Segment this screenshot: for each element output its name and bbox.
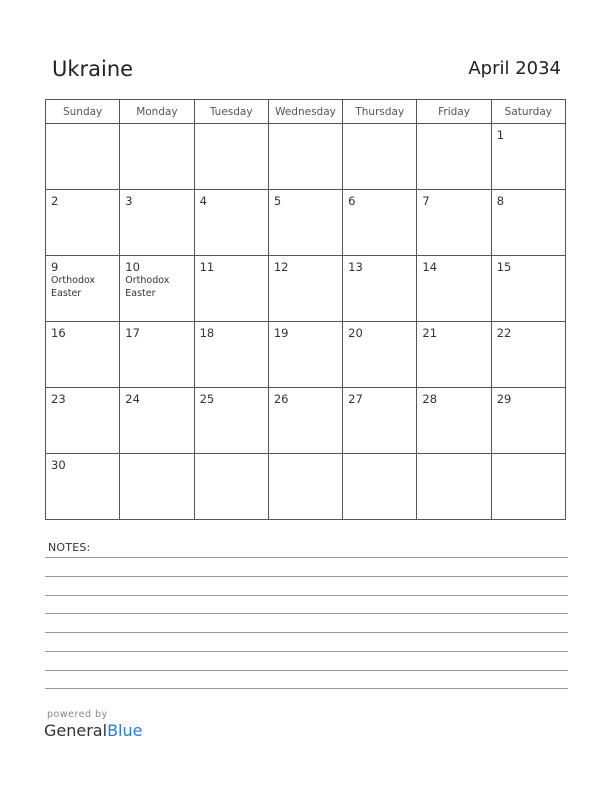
day-cell[interactable]: [194, 256, 268, 322]
day-cell[interactable]: [343, 388, 417, 454]
week-row: [46, 454, 566, 520]
day-cell[interactable]: [268, 124, 342, 190]
brand-blue: Blue: [107, 721, 143, 740]
day-number: 23: [51, 392, 66, 406]
day-number: 3: [125, 194, 133, 208]
weekday-saturday: Saturday: [491, 100, 565, 124]
day-cell[interactable]: [491, 256, 565, 322]
day-number: 7: [422, 194, 430, 208]
day-number: 18: [199, 326, 215, 340]
day-number: 1: [496, 128, 505, 142]
notes-title: NOTES:: [48, 541, 91, 554]
week-row: [46, 388, 566, 454]
day-cell[interactable]: [343, 322, 417, 388]
day-cell[interactable]: [194, 322, 268, 388]
day-number: 21: [422, 326, 438, 340]
day-cell[interactable]: [268, 190, 342, 256]
day-number: 12: [273, 260, 289, 274]
note-line: [45, 688, 568, 689]
day-number: 28: [422, 392, 438, 406]
day-cell[interactable]: [46, 190, 120, 256]
holiday-label: Orthodox Easter: [125, 275, 170, 299]
weekday-monday: Monday: [120, 100, 194, 124]
day-cell[interactable]: [268, 454, 342, 520]
day-cell[interactable]: [491, 454, 565, 520]
day-cell[interactable]: [120, 322, 194, 388]
day-number: 16: [51, 326, 66, 340]
day-cell[interactable]: [343, 124, 417, 190]
note-line: [45, 632, 568, 633]
note-line: [45, 576, 568, 577]
week-row: [46, 256, 566, 322]
day-number: 30: [51, 458, 66, 472]
day-cell[interactable]: [46, 322, 120, 388]
day-cell[interactable]: [46, 454, 120, 520]
day-cell[interactable]: [417, 190, 491, 256]
day-cell[interactable]: [343, 454, 417, 520]
brand-general: General: [44, 721, 108, 740]
note-line: [45, 613, 568, 614]
weekday-header-row: [46, 100, 566, 124]
day-number: 19: [273, 326, 289, 340]
day-cell[interactable]: [194, 124, 268, 190]
weekday-sunday: Sunday: [46, 100, 120, 124]
day-number: 6: [348, 194, 356, 208]
day-number: 9: [51, 260, 59, 274]
day-cell[interactable]: [194, 388, 268, 454]
note-line: [45, 670, 568, 671]
holiday-label: Orthodox Easter: [51, 275, 96, 299]
day-number: 26: [273, 392, 289, 406]
day-cell[interactable]: [46, 388, 120, 454]
calendar-grid: [45, 99, 566, 520]
day-number: 5: [273, 194, 282, 208]
day-cell[interactable]: [491, 322, 565, 388]
day-cell[interactable]: [417, 454, 491, 520]
week-row: [46, 190, 566, 256]
day-cell[interactable]: [194, 190, 268, 256]
day-cell[interactable]: [491, 388, 565, 454]
weekday-friday: Friday: [417, 100, 491, 124]
day-cell[interactable]: [343, 190, 417, 256]
day-number: 24: [125, 392, 140, 406]
note-line: [45, 557, 568, 558]
day-number: 2: [51, 194, 59, 208]
weekday-tuesday: Tuesday: [194, 100, 268, 124]
day-cell[interactable]: [268, 322, 342, 388]
week-row: [46, 322, 566, 388]
day-cell[interactable]: [120, 256, 194, 322]
day-cell[interactable]: [417, 256, 491, 322]
day-cell[interactable]: [46, 256, 120, 322]
day-number: 4: [199, 194, 207, 208]
day-cell[interactable]: [491, 190, 565, 256]
country-title: Ukraine: [52, 57, 134, 81]
day-cell[interactable]: [268, 256, 342, 322]
day-number: 15: [496, 260, 512, 274]
day-cell[interactable]: [46, 124, 120, 190]
day-cell[interactable]: [268, 388, 342, 454]
week-row: [46, 124, 566, 190]
day-number: 11: [199, 260, 215, 274]
day-cell[interactable]: [417, 388, 491, 454]
day-cell[interactable]: [120, 124, 194, 190]
weekday-wednesday: Wednesday: [268, 100, 342, 124]
day-cell[interactable]: [120, 454, 194, 520]
powered-by-text: powered by: [47, 709, 108, 720]
day-number: 10: [125, 260, 140, 274]
note-line: [45, 651, 568, 652]
generalblue-logo[interactable]: [44, 721, 142, 741]
day-number: 20: [348, 326, 363, 340]
day-cell[interactable]: [417, 322, 491, 388]
day-number: 27: [348, 392, 363, 406]
note-line: [45, 595, 568, 596]
day-cell[interactable]: [194, 454, 268, 520]
day-cell[interactable]: [343, 256, 417, 322]
day-number: 8: [496, 194, 505, 208]
day-cell[interactable]: [491, 124, 565, 190]
day-cell[interactable]: [417, 124, 491, 190]
weekday-thursday: Thursday: [343, 100, 417, 124]
day-number: 25: [199, 392, 215, 406]
month-title: April 2034: [468, 58, 561, 79]
day-number: 22: [496, 326, 512, 340]
day-cell[interactable]: [120, 388, 194, 454]
day-number: 17: [125, 326, 140, 340]
day-number: 13: [348, 260, 363, 274]
day-number: 14: [422, 260, 438, 274]
day-number: 29: [496, 392, 512, 406]
day-cell[interactable]: [120, 190, 194, 256]
